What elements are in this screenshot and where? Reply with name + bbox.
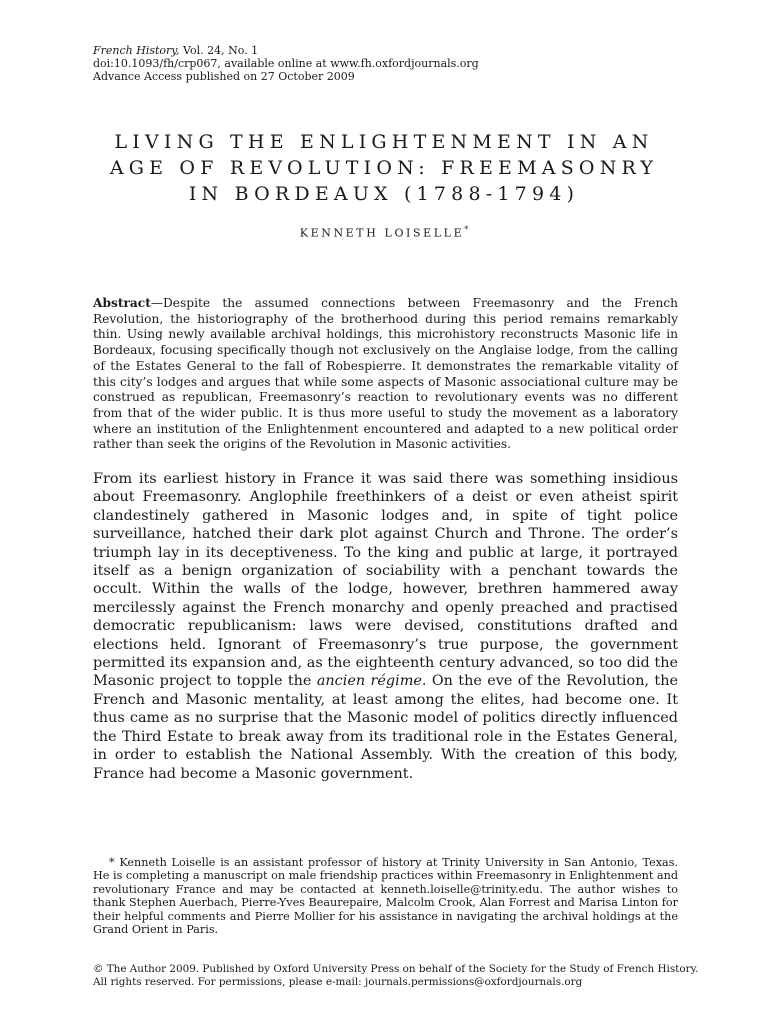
copyright-line-1: © The Author 2009. Published by Oxford University Press on behalf of the Society for the Study of French History. [93,963,699,975]
body-paragraph [93,470,678,783]
author-name [60,225,708,240]
article-title [60,129,708,207]
abstract-label: Abstract [93,296,151,310]
body-text-part-1: From its earliest history in France it was said there was something insidious about Freemasonry. Anglophile freethinkers of a deist or even atheist spirit clandestinely gathered in Masonic lodges and, in spite of tight police surveillance, hatched their dark plot against Church and Throne. The order’s triumph lay in its deceptiveness. To the king and public at large, it portrayed itself as a benign organization of sociability with a penchant towards the occult. Within the walls of the lodge, however, brethren hammered away mercilessly against the French monarchy and openly preached and practised democratic republicanism: laws were devised, constitutions drafted and elections held. Ignorant of Freemasonry’s true purpose, the government permitted its expansion and, as the eighteenth century advanced, so too did the Masonic project to topple the [93,471,678,690]
author-text: KENNETH LOISELLE [299,226,465,240]
advance-access-line: Advance Access published on 27 October 2009 [93,70,355,83]
abstract [93,296,678,453]
author-footnote-mark: * [464,225,469,234]
abstract-text: —Despite the assumed connections between Freemasonry and the French Revolution, the historiography of the brotherhood during this period remains remarkably thin. Using newly available archival holdings, this microhistory reconstructs Masonic life in Bordeaux, focusing specifically though not exclusively on the Anglaise lodge, from the calling of the Estates General to the fall of Robespierre. It demonstrates the remarkable vitality of this city’s lodges and argues that while some aspects of Masonic associational culture may be construed as republican, Freemasonry’s reaction to revolutionary events was no different from that of the wider public. It is thus more useful to study the movement as a laboratory where an institution of the Enlightenment encountered and adapted to a new political order rather than seek the origins of the Revolution in Masonic activities. [93,296,678,452]
copyright-notice [93,963,699,989]
journal-header [93,44,613,83]
journal-citation [93,44,613,57]
title-line-2: AGE OF REVOLUTION: FREEMASONRY [109,157,659,179]
body-italic-phrase: ancien régime [316,673,422,690]
body-text-part-2: . On the eve of the Revolution, the French and Masonic mentality, at least among the elites, had become one. It thus came as no surprise that the Masonic model of politics directly influenced the Third Estate to break away from its traditional role in the Estates General, in order to establish the National Assembly. With the creation of this body, France had become a Masonic government. [93,673,678,782]
doi-line: doi:10.1093/fh/crp067, available online at www.fh.oxfordjournals.org [93,57,479,70]
journal-name: French History, [93,44,180,57]
author-footnote: * Kenneth Loiselle is an assistant professor of history at Trinity University in San Antonio, Texas. He is completing a manuscript on male friendship practices within Freemasonry in Enlightenment and revolutionary France and may be contacted at kenneth.loiselle@trinity.edu. The author wishes to thank Stephen Auerbach, Pierre-Yves Beaurepaire, Malcolm Crook, Alan Forrest and Marisa Linton for their helpful comments and Pierre Mollier for his assistance in navigating the archival holdings at the Grand Orient in Paris. [93,856,678,937]
copyright-line-2: All rights reserved. For permissions, please e-mail: journals.permissions@oxfordjournals.org [93,976,583,988]
title-line-3: IN BORDEAUX (1788-1794) [188,183,580,205]
title-line-1: LIVING THE ENLIGHTENMENT IN AN [114,131,654,153]
volume-issue: Vol. 24, No. 1 [179,44,259,57]
